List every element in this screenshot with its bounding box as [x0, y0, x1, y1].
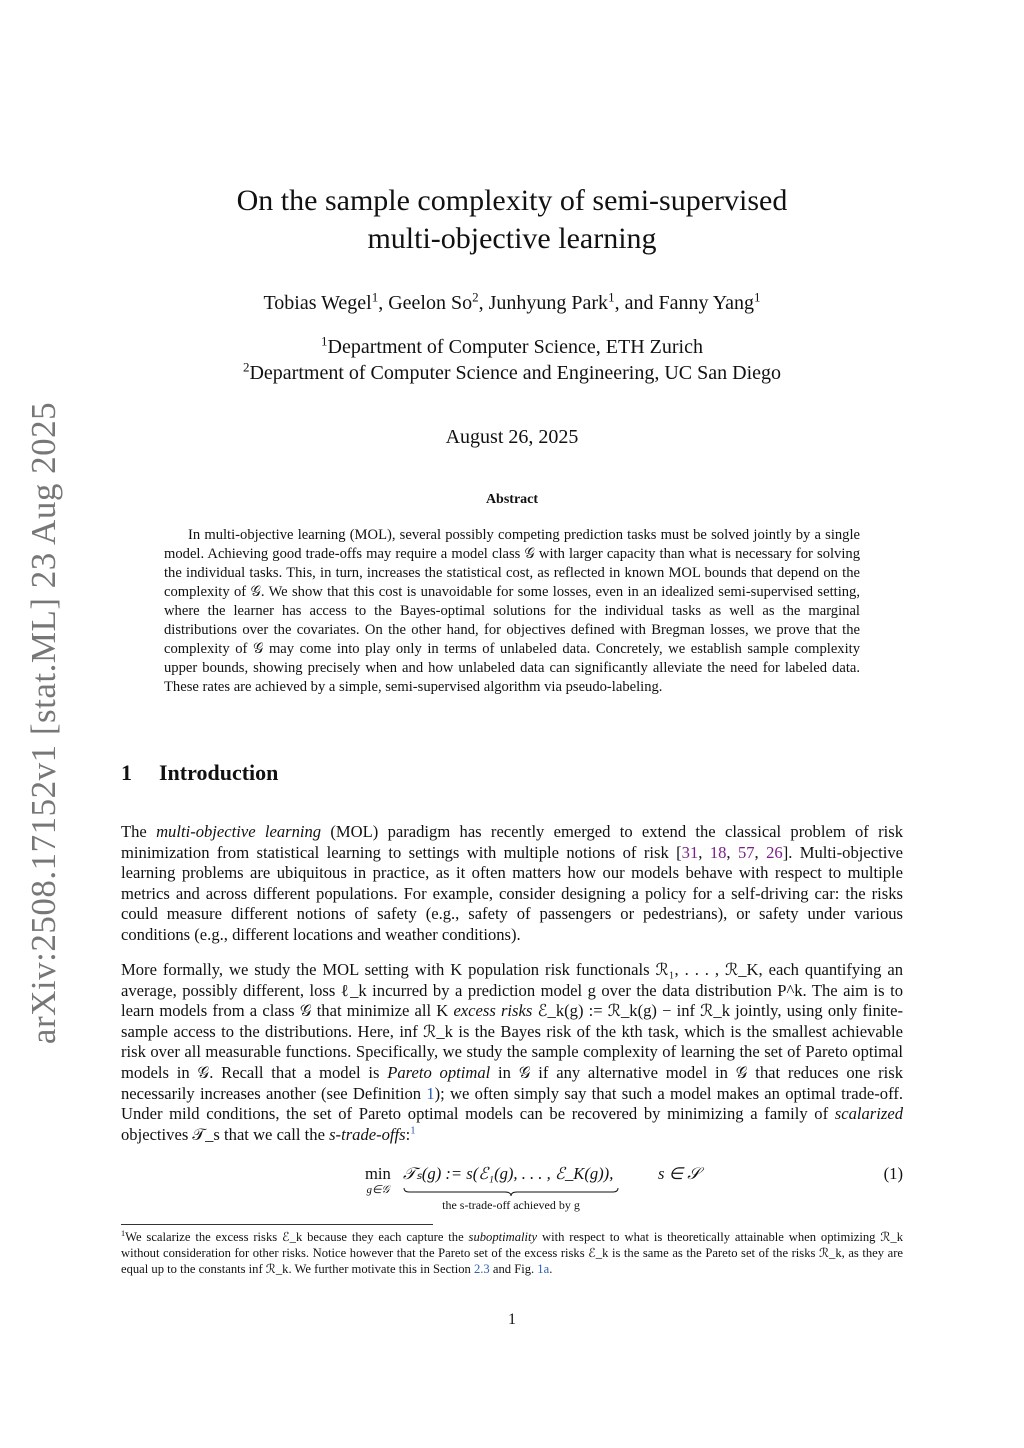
abstract-text: In multi-objective learning (MOL), several possibly competing prediction tasks must be solved jointly by a single model. Achieving good trade-offs may require a model class 𝒢 with larger capacity than what is necessary for solving the individual tasks. This, in turn, increases the statistical cost, as reflected in known MOL bounds that depend on the complexity of 𝒢. We show that this cost is unavoidable for some losses, even in an idealized semi-supervised setting, where the learner has access to the Bayes-optimal solutions for the individual tasks as well as the marginal distributions over the covariates. On the other hand, for objectives defined with Bregman losses, we prove that the complexity of 𝒢 may come into play only in terms of unlabeled data. Concretely, we establish sample complexity upper bounds, showing precisely when and how unlabeled data can significantly alleviate the need for labeled data. These rates are achieved by a simple, semi-supervised algorithm via pseudo-labeling.	[164, 527, 860, 695]
emphasis: scalarized	[834, 1104, 903, 1124]
abstract-heading: Abstract	[485, 492, 539, 507]
text-run: with respect to what is theoretically attainable when optimizing ℛ_k without consideration for other risks. Notice however that the Pareto set of the excess risks ℰ_k is the same as the Pareto set of the risks ℛ_k, as they are equal up to the constants inf ℛ_k. We further motivate this in Section	[121, 1230, 903, 1276]
text-run: ]. Multi-objective learning problems are ubiquitous in practice, as it often matters how our models behave with respect to multiple metrics and across different populations. For example, consider designing a policy for a self-driving car: the risks could measure different notions of safety (e.g., safety of passengers or pedestrians), or safety under various conditions (e.g., different locations and weather conditions).	[121, 842, 903, 944]
emphasis: multi-objective learning	[156, 822, 322, 841]
intro-paragraph-1: The multi-objective learning (MOL) paradigm has recently emerged to extend the classical problem of risk minimization from statistical learning to settings with multiple notions of risk [31, 18, 57, 26]. Multi-objective learning problems are ubiquitous in practice, as it often matters how our models behave with respect to multiple metrics and across different populations. For example, consider designing a policy for a self-driving car: the risks could measure different notions of safety (e.g., safety of passengers or pedestrians), or safety under various conditions (e.g., different locations and weather conditions).	[121, 822, 903, 944]
equation-1	[121, 1162, 903, 1218]
publication-date: August 26, 2025	[445, 426, 579, 448]
text-run: objectives 𝒯_s that we call the	[121, 1124, 330, 1144]
footnote-link[interactable]: 1	[410, 1124, 416, 1137]
text-run: and Fig.	[489, 1262, 538, 1276]
text-run: (MOL) paradigm has recently emerged to extend the classical problem of risk minimization from statistical learning to settings with multiple notions of risk [	[121, 822, 903, 862]
text-run: ℰ_k(g) := ℛ_k(g) − inf ℛ_k jointly, using only finite-sample access to the distributions. Here, inf ℛ_k is the Bayes risk of the kth task, which is the smallest achievable risk over all measurable functions. Specifically, we study the sample complexity of learning the set of Pareto optimal models in 𝒢. Recall that a model is	[121, 1001, 904, 1082]
figure-link[interactable]: 1a	[537, 1262, 550, 1276]
author-separator: ,	[378, 292, 389, 314]
text-run: :	[405, 1124, 411, 1144]
author-name: Fanny Yang	[658, 292, 755, 314]
author-affiliation-mark: 1	[754, 289, 761, 305]
text-run: More formally, we study the MOL setting with K population risk functionals ℛ₁, . . . , ℛ_K, each quantifying an average, possibly different, loss ℓ_k incurred by a prediction model g over the data distribution P^k. The aim is to learn models from a class 𝒢 that minimize all K	[121, 960, 903, 1021]
equation-set: s ∈ 𝒮	[658, 1164, 701, 1183]
emphasis: Pareto optimal	[387, 1062, 491, 1082]
section-title: Introduction	[159, 760, 279, 785]
min-subscript: g∈𝒢	[366, 1184, 390, 1196]
affiliation-mark: 1	[321, 333, 328, 349]
emphasis: excess risks	[453, 1001, 533, 1021]
author-affiliation-mark: 2	[472, 289, 479, 305]
author-name: Geelon So	[388, 292, 473, 314]
equation-number: (1)	[883, 1164, 903, 1183]
underbrace-icon	[403, 1187, 619, 1197]
min-label: min	[365, 1164, 391, 1183]
citation-link[interactable]: 18	[709, 842, 727, 862]
author-separator: ,	[478, 292, 489, 314]
author-name: Junhyung Park	[488, 292, 609, 314]
abstract-body	[164, 526, 860, 697]
text-run: .	[549, 1262, 553, 1276]
section-heading	[121, 760, 278, 786]
footnote-1	[121, 1229, 903, 1277]
affiliation	[0, 360, 1024, 386]
equation-body: 𝒯ₛ(g) := s(ℰ₁(g), . . . , ℰ_K(g)),	[403, 1164, 614, 1183]
intro-paragraph-2	[121, 960, 903, 1145]
affiliation-mark: 2	[242, 359, 250, 375]
title-line-1: On the sample complexity of semi-supervised	[236, 184, 788, 217]
section-number: 1	[121, 760, 132, 785]
affiliation-text: Department of Computer Science and Engineering, UC San Diego	[249, 362, 782, 384]
equation-min-operator	[365, 1166, 391, 1198]
emphasis: s-trade-offs	[329, 1124, 406, 1144]
text-run: The	[121, 822, 157, 841]
text-run: in 𝒢 if any alternative model in 𝒢 that reduces one risk necessarily increases another (see Definition	[121, 1062, 903, 1103]
text-run: We scalarize the excess risks ℰ_k because they each capture the	[125, 1230, 469, 1244]
author-separator: , and	[614, 292, 659, 314]
emphasis: suboptimality	[468, 1230, 538, 1244]
citation-link[interactable]: 31	[681, 842, 699, 862]
author-affiliation-mark: 1	[608, 289, 615, 305]
citation-link[interactable]: 26	[766, 842, 783, 862]
page-number: 1	[508, 1311, 516, 1328]
footnote-mark: 1	[121, 1228, 126, 1238]
affiliation-list	[0, 334, 1024, 386]
affiliation	[0, 334, 1024, 360]
section-link[interactable]: 2.3	[473, 1262, 490, 1276]
paper-title	[0, 182, 1024, 258]
author-affiliation-mark: 1	[371, 289, 379, 305]
definition-link[interactable]: 1	[426, 1083, 435, 1103]
underbrace-label: the s-trade-off achieved by g	[442, 1198, 580, 1212]
footnote-divider	[121, 1224, 433, 1225]
arxiv-identifier[interactable]: arXiv:2508.17152v1 [stat.ML] 23 Aug 2025	[24, 401, 63, 1045]
text-run: ); we often simply say that such a model makes an optimal trade-off. Under mild conditions, the set of Pareto optimal models can be recovered by minimizing a family of	[121, 1083, 904, 1124]
title-line-2: multi-objective learning	[367, 222, 657, 255]
citation-link[interactable]: 57	[737, 842, 755, 862]
author-list	[0, 289, 1024, 315]
affiliation-text: Department of Computer Science, ETH Zurich	[327, 336, 703, 358]
author-name: Tobias Wegel	[263, 292, 372, 314]
